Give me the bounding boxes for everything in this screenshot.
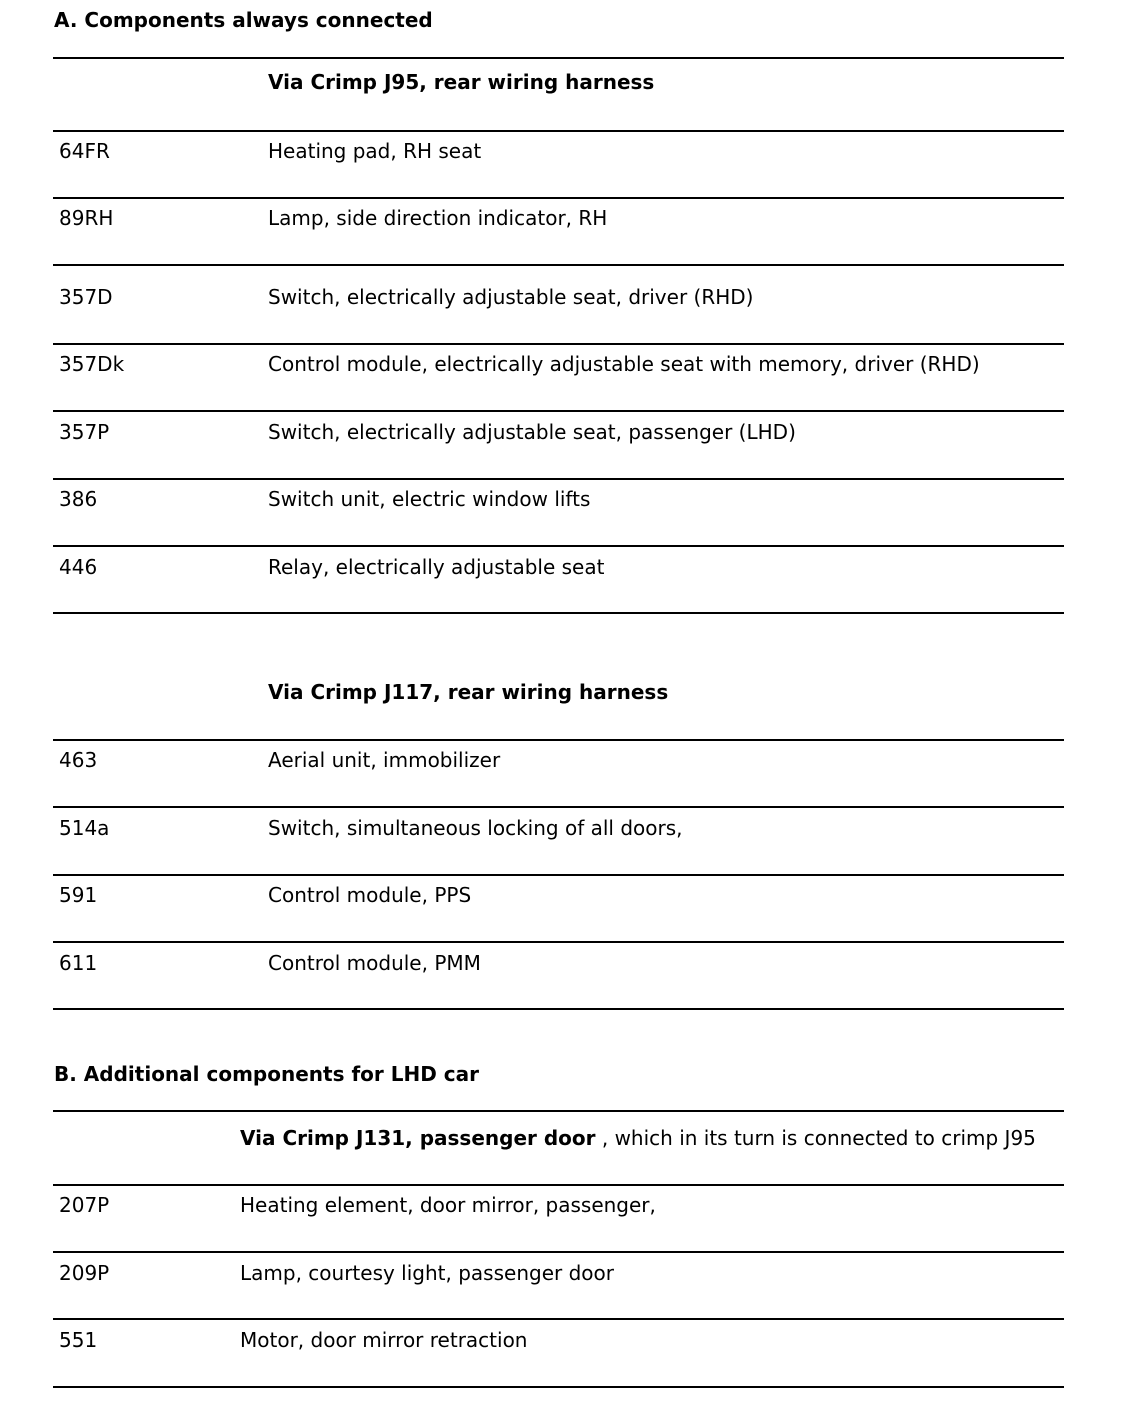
component-code: 446 [59, 555, 98, 579]
table-rule [53, 343, 1064, 345]
table-rule [53, 1110, 1064, 1112]
component-code: 207P [59, 1193, 110, 1217]
component-description: Control module, PMM [268, 951, 481, 975]
component-code: 463 [59, 748, 98, 772]
component-description: Switch, electrically adjustable seat, driver (RHD) [268, 285, 754, 309]
table-rule [53, 874, 1064, 876]
component-code: 89RH [59, 206, 114, 230]
component-code: 591 [59, 883, 98, 907]
component-description: Switch unit, electric window lifts [268, 487, 591, 511]
component-description: Switch, electrically adjustable seat, passenger (LHD) [268, 420, 796, 444]
component-code: 514a [59, 816, 110, 840]
component-description: Lamp, courtesy light, passenger door [240, 1261, 614, 1285]
table-rule [53, 1008, 1064, 1010]
table-rule [53, 130, 1064, 132]
group-heading-j131 [240, 1126, 1036, 1150]
crimp-j95-table [53, 57, 1064, 617]
group-heading-j131-rest: , which in its turn is connected to crimp J95 [595, 1126, 1036, 1150]
component-description: Heating pad, RH seat [268, 139, 482, 163]
component-code: 357Dk [59, 352, 125, 376]
table-rule [53, 545, 1064, 547]
table-rule [53, 410, 1064, 412]
component-description: Control module, electrically adjustable seat with memory, driver (RHD) [268, 352, 980, 376]
table-rule [53, 197, 1064, 199]
table-rule [53, 264, 1064, 266]
table-rule [53, 612, 1064, 614]
component-code: 357D [59, 285, 113, 309]
crimp-j131-table [53, 1110, 1064, 1392]
table-rule [53, 1386, 1064, 1388]
group-heading-j131-bold: Via Crimp J131, passenger door [240, 1126, 596, 1150]
component-description: Aerial unit, immobilizer [268, 748, 501, 772]
component-description: Control module, PPS [268, 883, 472, 907]
table-rule [53, 1184, 1064, 1186]
group-heading-j95: Via Crimp J95, rear wiring harness [268, 70, 655, 94]
table-rule [53, 1251, 1064, 1253]
component-description: Switch, simultaneous locking of all doors, [268, 816, 683, 840]
table-rule [53, 806, 1064, 808]
table-rule [53, 941, 1064, 943]
component-description: Relay, electrically adjustable seat [268, 555, 605, 579]
component-description: Heating element, door mirror, passenger, [240, 1193, 656, 1217]
section-b-heading: B. Additional components for LHD car [54, 1062, 479, 1086]
crimp-j117-table [53, 670, 1064, 1015]
group-heading-j117: Via Crimp J117, rear wiring harness [268, 680, 669, 704]
component-code: 611 [59, 951, 98, 975]
component-code: 386 [59, 487, 98, 511]
component-code: 357P [59, 420, 110, 444]
table-rule [53, 1318, 1064, 1320]
component-code: 209P [59, 1261, 110, 1285]
component-code: 64FR [59, 139, 110, 163]
component-description: Motor, door mirror retraction [240, 1328, 528, 1352]
component-code: 551 [59, 1328, 98, 1352]
table-rule [53, 57, 1064, 59]
section-a-heading: A. Components always connected [54, 8, 433, 32]
table-rule [53, 739, 1064, 741]
component-description: Lamp, side direction indicator, RH [268, 206, 608, 230]
table-rule [53, 478, 1064, 480]
